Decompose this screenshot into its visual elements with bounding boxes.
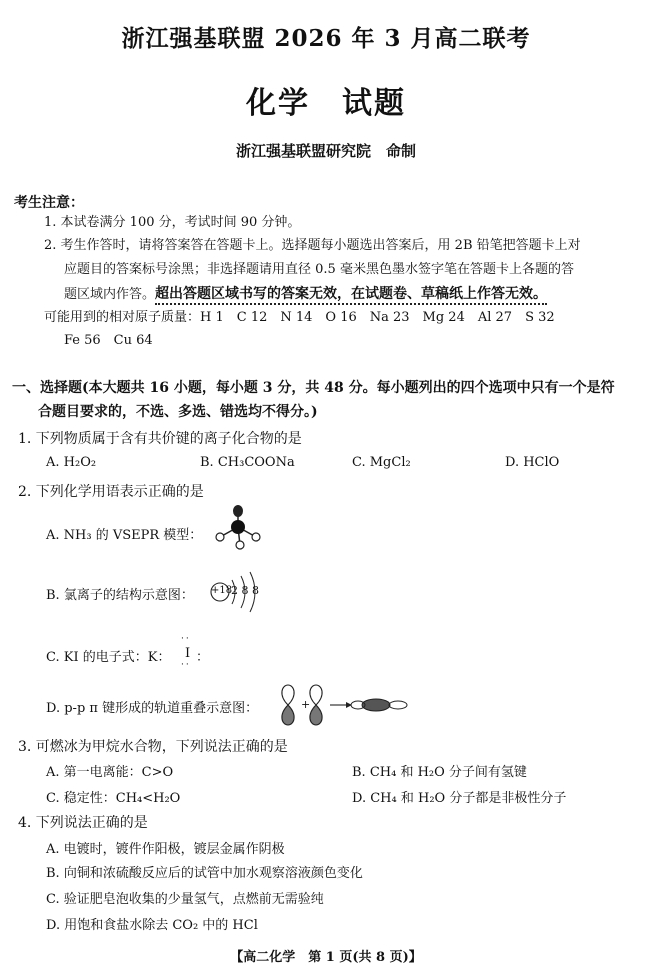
notice-item-2-line-2: 应题目的答案标号涂黑；非选择题请用直径 0.5 毫米黑色墨水签字笔在答题卡上各题的答: [64, 262, 574, 277]
atomic-mass-line-2: Fe 56 Cu 64: [64, 333, 153, 348]
question-1-stem: 1. 下列物质属于含有共价键的离子化合物的是: [18, 431, 302, 447]
chloride-nucleus-label: +18: [211, 585, 233, 596]
notice-item-2-line-3: [64, 285, 547, 304]
vsepr-model-diagram: [210, 505, 270, 555]
notice-emphasis: 超出答题区域书写的答案无效，在试题卷、草稿纸上作答无效。: [155, 286, 547, 305]
question-4-option-a: A. 电镀时，镀件作阳极，镀层金属作阴极: [46, 842, 285, 857]
page-footer: 【高二化学 第 1 页(共 8 页)】: [230, 950, 422, 965]
question-2-stem: 2. 下列化学用语表示正确的是: [18, 484, 204, 500]
question-1-option-c: C. MgCl₂: [352, 455, 411, 470]
question-3-option-c: C. 稳定性：CH₄<H₂O: [46, 791, 181, 806]
organizer-line: 浙江强基联盟研究院 命制: [235, 142, 416, 160]
notice-item-1: 1. 本试卷满分 100 分，考试时间 90 分钟。: [44, 215, 301, 230]
question-3-option-b: B. CH₄ 和 H₂O 分子间有氢键: [352, 765, 527, 780]
question-4-stem: 4. 下列说法正确的是: [18, 815, 148, 831]
section-1-heading-line-2: 合题目要求的，不选、多选、错选均不得分。): [38, 404, 318, 420]
question-1-option-b: B. CH₃COONa: [200, 455, 295, 470]
notice-item-2-line-3-text: 题区域内作答。: [64, 287, 156, 302]
section-1-heading-line-1: 一、选择题(本大题共 16 小题，每小题 3 分，共 48 分。每小题列出的四个选项中只有一个是符: [12, 380, 615, 396]
question-4-option-d: D. 用饱和食盐水除去 CO₂ 中的 HCl: [46, 918, 258, 933]
question-1-option-a: A. H₂O₂: [46, 455, 97, 470]
question-4-option-c: C. 验证肥皂泡收集的少量氢气，点燃前无需验纯: [46, 892, 324, 907]
chloride-shell-electrons: 2 8 8: [231, 584, 259, 597]
question-3-option-a: A. 第一电离能：C>O: [46, 765, 174, 780]
iodide-electron-dots-top: ··: [181, 634, 191, 644]
iodide-electron-dots-bottom: ··: [181, 660, 191, 670]
exam-main-title: 浙江强基联盟 2026 年 3 月高二联考: [121, 25, 531, 52]
orbital-plus-sign: +: [301, 698, 311, 711]
question-3-stem: 3. 可燃冰为甲烷水合物，下列说法正确的是: [18, 739, 288, 755]
question-2-option-a: A. NH₃ 的 VSEPR 模型：: [46, 528, 203, 543]
question-2-option-c: C. KI 的电子式：K：: [46, 650, 171, 665]
question-2-option-d: D. p-p π 键形成的轨道重叠示意图：: [46, 701, 259, 716]
question-4-option-b: B. 向铜和浓硫酸反应后的试管中加水观察溶液颜色变化: [46, 866, 363, 881]
notice-item-2-line-1: 2. 考生作答时，请将答案答在答题卡上。选择题每小题选出答案后，用 2B 铅笔把答题卡上对: [44, 238, 581, 253]
pi-bond-orbital-overlap-diagram: [278, 683, 418, 727]
question-1-option-d: D. HClO: [505, 455, 560, 470]
subject-title: 化学 试题: [246, 86, 406, 121]
iodide-electron-dots-right: ：: [196, 650, 210, 665]
iodide-atom-symbol: I: [185, 646, 191, 661]
atomic-mass-line-1: 可能用到的相对原子质量：H 1 C 12 N 14 O 16 Na 23 Mg 24 Al 27 S 32: [44, 310, 555, 325]
notice-heading: 考生注意：: [14, 195, 84, 211]
question-3-option-d: D. CH₄ 和 H₂O 分子都是非极性分子: [352, 791, 567, 806]
question-2-option-b: B. 氯离子的结构示意图：: [46, 588, 194, 603]
